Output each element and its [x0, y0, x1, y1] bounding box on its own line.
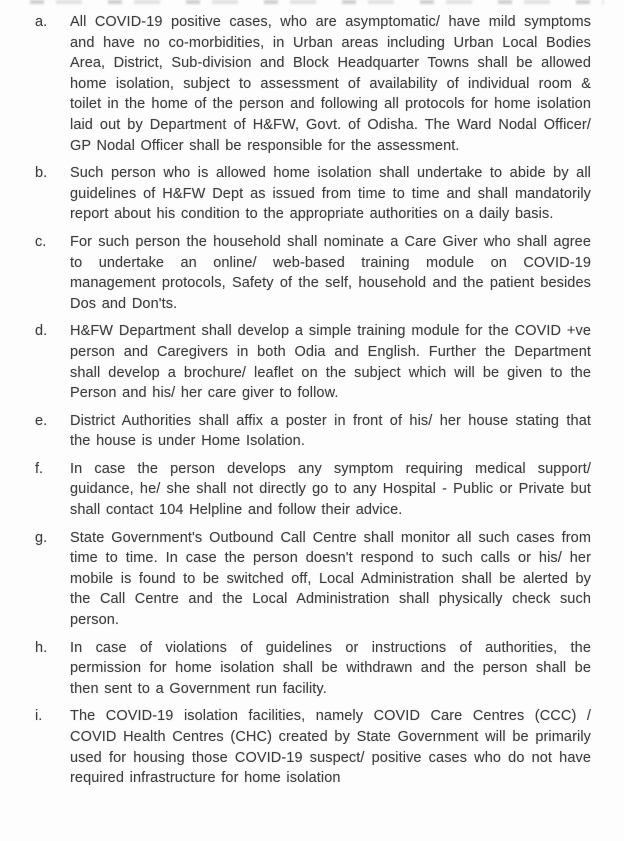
item-marker: c. [35, 233, 47, 250]
list-item-e [35, 411, 591, 452]
list-item-d [35, 321, 591, 403]
item-text: In case of violations of guidelines or instructions of authorities, the permission for home isolation shall be withdrawn and the person shall be then sent to a Government run facility. [70, 639, 591, 697]
list-item-b [35, 163, 591, 225]
item-text: H&FW Department shall develop a simple training module for the COVID +ve person and Caregivers in both Odia and English. Further the Department shall develop a brochure/ leaflet on the subject which will be given to the Person and his/ her care giver to follow. [70, 323, 591, 402]
scan-artifact [30, 0, 604, 4]
list-item-a [35, 12, 591, 156]
item-text: State Government's Outbound Call Centre shall monitor all such cases from time to time. In case the person doesn't respond to such calls or his/ her mobile is found to be switched off, Local Administration shall be alerted by the Call Centre and the Local Administration shall physically check such person. [70, 529, 591, 629]
list-item-c [35, 232, 591, 314]
list-item-i [35, 706, 591, 788]
list-item-f [35, 459, 591, 521]
item-marker: b. [35, 165, 48, 182]
item-text: In case the person develops any symptom requiring medical support/ guidance, he/ she shall not directly go to any Hospital - Public or Private but shall contact 104 Helpline and follow their advice. [70, 460, 591, 519]
item-text: The COVID-19 isolation facilities, namely COVID Care Centres (CCC) / COVID Health Centres (CHC) created by State Government will be primarily used for housing those COVID-19 suspect/ positive cases who do not have required infrastructure for home isolation [70, 708, 591, 787]
item-text: District Authorities shall affix a poster in front of his/ her house stating that the house is under Home Isolation. [70, 412, 591, 450]
item-marker: i. [35, 708, 43, 725]
guideline-list [35, 12, 591, 789]
list-item-h [35, 638, 591, 700]
item-marker: f. [35, 460, 44, 477]
list-item-g [35, 528, 591, 631]
item-marker: a. [35, 14, 48, 30]
item-marker: e. [35, 412, 48, 429]
item-text: For such person the household shall nominate a Care Giver who shall agree to undertake an online/ web-based training module on COVID-19 management protocols, Safety of the self, household and the patient besides Dos and Don'ts. [70, 233, 591, 312]
item-text: Such person who is allowed home isolation shall undertake to abide by all guidelines of H&FW Dept as issued from time to time and shall mandatorily report about his condition to the appropriate authorities on a daily basis. [70, 165, 591, 223]
item-marker: d. [35, 323, 48, 340]
item-text: All COVID-19 positive cases, who are asymptomatic/ have mild symptoms and have no co-morbidities, in Urban areas including Urban Local Bodies Area, District, Sub-division and Block Headquarter Towns shall be allowed home isolation, subject to assessment of availability of individual room & toilet in the home of the person and following all protocols for home isolation laid out by Department of H&FW, Govt. of Odisha. The Ward Nodal Officer/ GP Nodal Officer shall be responsible for the assessment. [70, 14, 591, 154]
item-marker: g. [35, 529, 48, 546]
item-marker: h. [35, 639, 48, 656]
